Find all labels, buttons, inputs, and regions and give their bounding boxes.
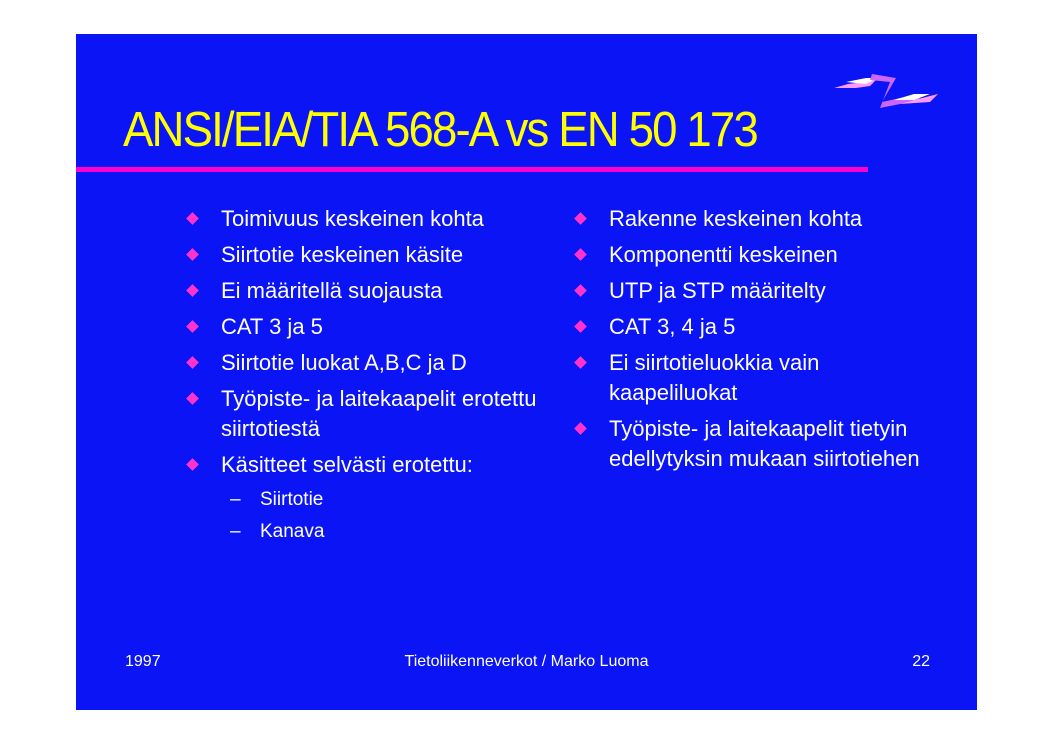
list-item: Toimivuus keskeinen kohta xyxy=(184,204,544,234)
list-item: CAT 3, 4 ja 5 xyxy=(572,312,952,342)
diamond-bullet-icon xyxy=(186,458,199,471)
diamond-bullet-icon xyxy=(574,320,587,333)
diamond-bullet-icon xyxy=(186,284,199,297)
diamond-bullet-icon xyxy=(574,212,587,225)
dash-marker: – xyxy=(230,489,241,510)
diamond-bullet-icon xyxy=(186,212,199,225)
diamond-bullet-icon xyxy=(186,320,199,333)
right-bullet-list xyxy=(572,204,952,480)
stylized-z-logo-icon xyxy=(826,64,941,109)
sub-list-item: – Kanava xyxy=(184,518,544,546)
list-item: Siirtotie luokat A,B,C ja D xyxy=(184,348,544,378)
list-item: Työpiste- ja laitekaapelit tietyin edellytyksin mukaan siirtotiehen xyxy=(572,414,952,474)
dash-marker: – xyxy=(230,521,241,542)
list-item: Käsitteet selvästi erotettu: xyxy=(184,450,544,480)
left-bullet-list xyxy=(184,204,544,550)
diamond-bullet-icon xyxy=(574,248,587,261)
diamond-bullet-icon xyxy=(186,356,199,369)
slide xyxy=(76,34,977,710)
list-item: Ei määritellä suojausta xyxy=(184,276,544,306)
list-item: Komponentti keskeinen xyxy=(572,240,952,270)
list-item: Siirtotie keskeinen käsite xyxy=(184,240,544,270)
diamond-bullet-icon xyxy=(574,284,587,297)
list-item: CAT 3 ja 5 xyxy=(184,312,544,342)
footer-page-number: 22 xyxy=(912,653,930,670)
sub-list-item: – Siirtotie xyxy=(184,486,544,514)
diamond-bullet-icon xyxy=(574,422,587,435)
list-item: Rakenne keskeinen kohta xyxy=(572,204,952,234)
list-item: Työpiste- ja laitekaapelit erotettu siirtotiestä xyxy=(184,384,544,444)
diamond-bullet-icon xyxy=(186,248,199,261)
diamond-bullet-icon xyxy=(186,392,199,405)
diamond-bullet-icon xyxy=(574,356,587,369)
slide-title: ANSI/EIA/TIA 568-A vs EN 50 173 xyxy=(123,103,757,157)
list-item: UTP ja STP määritelty xyxy=(572,276,952,306)
footer-year: 1997 xyxy=(125,653,161,670)
footer-course: Tietoliikenneverkot / Marko Luoma xyxy=(404,653,649,670)
list-item: Ei siirtotieluokkia vain kaapeliluokat xyxy=(572,348,952,408)
title-underline xyxy=(76,167,868,172)
